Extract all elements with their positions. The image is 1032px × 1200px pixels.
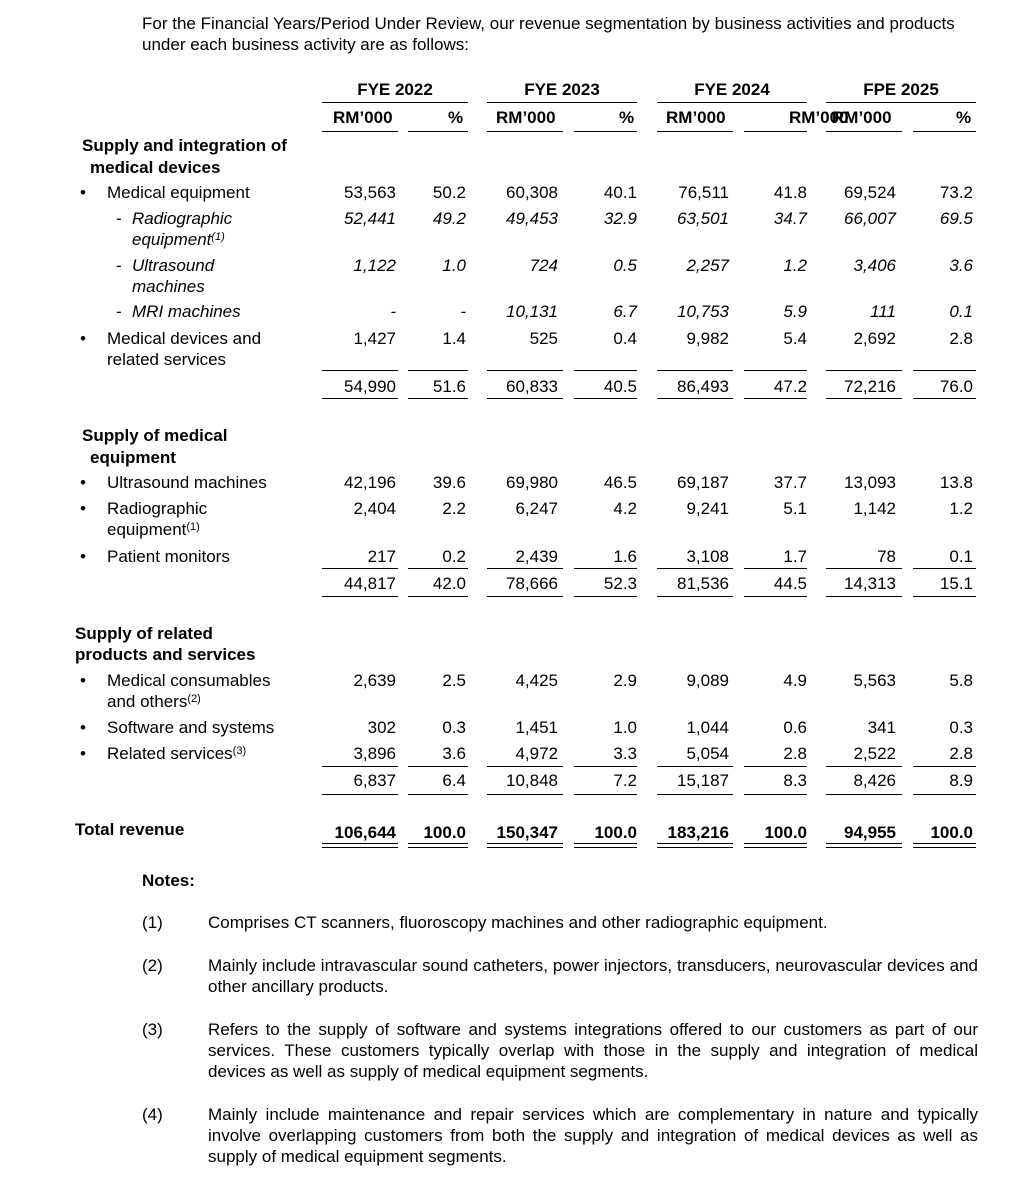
cell-fye2023-amount: 60,833	[506, 377, 558, 396]
cell-fye2024-amount: 183,216	[667, 823, 729, 842]
section-title: equipment	[90, 448, 176, 467]
subtotal-rule	[322, 568, 398, 569]
cell-fye2024-pct: 8.3	[783, 771, 807, 790]
row-label: equipment$^{(1)}$	[132, 230, 225, 249]
cell-fye2022-pct: -	[460, 302, 466, 321]
pct-header: %	[619, 108, 635, 127]
cell-fye2022-pct: 42.0	[432, 574, 466, 593]
cell-fye2022-pct: 3.6	[442, 744, 466, 763]
note-number: (3)	[142, 1020, 163, 1039]
cell-fpe2025-pct: 100.0	[930, 823, 973, 842]
cell-fye2024-pct: 2.8	[783, 744, 807, 763]
cell-fye2022-amount: 3,896	[353, 744, 396, 763]
cell-fye2023-amount: 2,439	[515, 547, 558, 566]
dash-icon: -	[116, 302, 122, 321]
section-title: Supply of medical	[82, 426, 228, 445]
footnote-ref: (2)	[187, 693, 201, 705]
footnote-ref: (1)	[211, 231, 225, 243]
header-rule	[826, 102, 976, 103]
total-rule	[744, 843, 807, 848]
subtotal-rule	[408, 794, 468, 795]
cell-fye2024-amount: 9,982	[686, 329, 729, 348]
cell-fpe2025-pct: 0.3	[949, 718, 973, 737]
subtotal-rule	[574, 568, 637, 569]
cell-fye2023-pct: 46.5	[603, 473, 637, 492]
bullet-icon: •	[80, 183, 86, 202]
cell-fye2023-pct: 40.1	[603, 183, 637, 202]
unit-header: RM’000	[832, 108, 892, 127]
total-rule	[913, 843, 976, 848]
subtotal-rule	[408, 370, 468, 371]
row-label: Medical equipment	[107, 183, 250, 202]
cell-fye2023-pct: 32.9	[603, 209, 637, 228]
footnote-ref: (3)	[232, 745, 247, 757]
cell-fpe2025-amount: 111	[870, 302, 896, 321]
cell-fye2023-amount: 1,451	[515, 718, 558, 737]
cell-fye2022-pct: 50.2	[432, 183, 466, 202]
cell-fye2022-amount: 1,122	[353, 256, 396, 275]
cell-fye2022-pct: 1.0	[442, 256, 466, 275]
subtotal-rule	[657, 370, 733, 371]
subtotal-rule	[657, 766, 733, 767]
total-rule	[487, 843, 563, 848]
subtotal-rule	[322, 398, 398, 399]
cell-fye2024-amount: 86,493	[677, 377, 729, 396]
cell-fye2022-amount: 52,441	[344, 209, 396, 228]
cell-fye2024-pct: 5.9	[783, 302, 807, 321]
note-text: Mainly include maintenance and repair services which are complementary in nature and typically involve overlapping customers from both the supply and integration of medical devices as well as supply of medical equipment segments.	[208, 1105, 978, 1166]
cell-fye2023-amount: 78,666	[506, 574, 558, 593]
unit-header: RM’000	[789, 108, 849, 127]
cell-fpe2025-pct: 3.6	[949, 256, 973, 275]
cell-fye2024-pct: 0.6	[783, 718, 807, 737]
bullet-icon: •	[80, 718, 86, 737]
row-label: Radiographic	[107, 499, 208, 518]
cell-fye2023-amount: 4,425	[515, 671, 558, 690]
row-label: Software and systems	[107, 718, 275, 737]
subtotal-rule	[487, 370, 563, 371]
subtotal-rule	[826, 766, 902, 767]
total-rule	[826, 843, 902, 848]
subtotal-rule	[322, 794, 398, 795]
cell-fye2024-pct: 5.4	[783, 329, 807, 348]
cell-fpe2025-amount: 2,692	[853, 329, 896, 348]
subtotal-rule	[574, 794, 637, 795]
cell-fpe2025-pct: 73.2	[939, 183, 973, 202]
cell-fye2022-amount: 2,404	[353, 499, 396, 518]
unit-header: RM’000	[666, 108, 726, 127]
cell-fye2022-pct: 51.6	[432, 377, 466, 396]
cell-fye2024-pct: 41.8	[773, 183, 807, 202]
subtotal-rule	[826, 568, 902, 569]
total-rule	[408, 843, 468, 848]
subtotal-rule	[322, 596, 398, 597]
bullet-icon: •	[80, 499, 86, 518]
unit-rule	[744, 131, 807, 132]
cell-fye2022-pct: 49.2	[432, 209, 466, 228]
cell-fye2023-amount: 6,247	[515, 499, 558, 518]
subtotal-rule	[408, 398, 468, 399]
total-rule	[574, 843, 637, 848]
cell-fpe2025-pct: 5.8	[949, 671, 973, 690]
cell-fye2022-amount: 2,639	[353, 671, 396, 690]
cell-fye2023-amount: 525	[529, 329, 558, 348]
cell-fye2022-amount: 42,196	[344, 473, 396, 492]
cell-fye2024-amount: 1,044	[686, 718, 729, 737]
bullet-icon: •	[80, 744, 86, 763]
subtotal-rule	[744, 766, 807, 767]
cell-fpe2025-pct: 0.1	[949, 547, 973, 566]
cell-fye2023-amount: 69,980	[506, 473, 558, 492]
cell-fye2022-amount: 106,644	[334, 823, 396, 842]
cell-fye2022-pct: 2.2	[442, 499, 466, 518]
note-text: Mainly include intravascular sound catheters, power injectors, transducers, neurovascular devices and other ancillary products.	[208, 956, 978, 996]
cell-fye2022-amount: 302	[367, 718, 396, 737]
subtotal-rule	[322, 370, 398, 371]
subtotal-rule	[744, 596, 807, 597]
subtotal-rule	[826, 596, 902, 597]
cell-fpe2025-amount: 13,093	[844, 473, 896, 492]
cell-fye2023-pct: 3.3	[613, 744, 637, 763]
note-number: (2)	[142, 956, 163, 975]
cell-fpe2025-amount: 341	[867, 718, 896, 737]
row-label: equipment$^{(1)}$	[107, 520, 200, 539]
row-label: Patient monitors	[107, 547, 230, 566]
subtotal-rule	[913, 794, 976, 795]
unit-rule	[913, 131, 976, 132]
cell-fye2024-pct: 1.2	[783, 256, 807, 275]
subtotal-rule	[744, 398, 807, 399]
cell-fpe2025-amount: 94,955	[844, 823, 896, 842]
cell-fye2024-amount: 10,753	[677, 302, 729, 321]
cell-fye2023-pct: 2.9	[613, 671, 637, 690]
cell-fye2024-amount: 9,241	[686, 499, 729, 518]
pct-header: %	[956, 108, 972, 127]
dash-icon: -	[116, 256, 122, 275]
cell-fpe2025-pct: 2.8	[949, 329, 973, 348]
subtotal-rule	[913, 568, 976, 569]
cell-fpe2025-pct: 76.0	[939, 377, 973, 396]
section-title: Supply of related	[75, 624, 213, 643]
cell-fye2023-amount: 150,347	[496, 823, 558, 842]
cell-fye2022-amount: -	[390, 302, 396, 321]
subtotal-rule	[487, 398, 563, 399]
cell-fye2023-pct: 52.3	[603, 574, 637, 593]
row-label: machines	[132, 277, 205, 296]
row-label: MRI machines	[132, 302, 241, 321]
subtotal-rule	[913, 766, 976, 767]
subtotal-rule	[574, 370, 637, 371]
cell-fye2022-amount: 1,427	[353, 329, 396, 348]
subtotal-rule	[913, 596, 976, 597]
cell-fpe2025-pct: 15.1	[939, 574, 973, 593]
cell-fye2022-amount: 53,563	[344, 183, 396, 202]
note-text: Comprises CT scanners, fluoroscopy machines and other radiographic equipment.	[208, 913, 828, 932]
cell-fpe2025-amount: 3,406	[853, 256, 896, 275]
unit-rule	[657, 131, 733, 132]
cell-fpe2025-amount: 14,313	[844, 574, 896, 593]
section-title: medical devices	[90, 158, 221, 177]
header-rule	[487, 102, 637, 103]
cell-fye2024-pct: 47.2	[773, 377, 807, 396]
cell-fye2024-amount: 3,108	[686, 547, 729, 566]
unit-header: RM’000	[496, 108, 556, 127]
intro-paragraph: For the Financial Years/Period Under Review, our revenue segmentation by business activities and products under each business activity are as follows:	[142, 14, 955, 54]
cell-fye2023-pct: 40.5	[603, 377, 637, 396]
cell-fye2024-pct: 5.1	[783, 499, 807, 518]
cell-fye2023-amount: 10,131	[506, 302, 558, 321]
cell-fpe2025-amount: 2,522	[853, 744, 896, 763]
subtotal-rule	[487, 568, 563, 569]
cell-fye2022-pct: 6.4	[442, 771, 466, 790]
unit-rule	[487, 131, 563, 132]
subtotal-rule	[487, 794, 563, 795]
note-number: (1)	[142, 913, 163, 932]
unit-header: RM’000	[333, 108, 393, 127]
subtotal-rule	[657, 568, 733, 569]
cell-fpe2025-amount: 69,524	[844, 183, 896, 202]
subtotal-rule	[744, 568, 807, 569]
header-rule	[657, 102, 807, 103]
cell-fye2023-amount: 4,972	[515, 744, 558, 763]
cell-fye2024-amount: 76,511	[678, 183, 729, 202]
total-rule	[657, 843, 733, 848]
period-header: FYE 2022	[357, 80, 433, 99]
cell-fye2022-pct: 39.6	[432, 473, 466, 492]
subtotal-rule	[826, 370, 902, 371]
cell-fpe2025-pct: 0.1	[949, 302, 973, 321]
cell-fpe2025-amount: 8,426	[853, 771, 896, 790]
cell-fye2024-amount: 2,257	[686, 256, 729, 275]
cell-fpe2025-pct: 2.8	[949, 744, 973, 763]
cell-fye2022-pct: 2.5	[442, 671, 466, 690]
bullet-icon: •	[80, 547, 86, 566]
row-label: Medical devices and	[107, 329, 262, 348]
unit-rule	[322, 131, 398, 132]
subtotal-rule	[487, 596, 563, 597]
subtotal-rule	[574, 766, 637, 767]
cell-fye2023-amount: 10,848	[506, 771, 558, 790]
row-label: related services	[107, 350, 227, 369]
cell-fye2023-pct: 0.4	[613, 329, 637, 348]
cell-fye2024-amount: 63,501	[677, 209, 729, 228]
subtotal-rule	[657, 398, 733, 399]
cell-fye2023-amount: 60,308	[506, 183, 558, 202]
cell-fpe2025-amount: 66,007	[844, 209, 896, 228]
cell-fye2022-amount: 217	[367, 547, 396, 566]
cell-fye2024-pct: 1.7	[783, 547, 807, 566]
cell-fpe2025-pct: 8.9	[949, 771, 973, 790]
row-label: Ultrasound	[132, 256, 215, 275]
row-label: Medical consumables	[107, 671, 271, 690]
cell-fye2023-pct: 7.2	[613, 771, 637, 790]
cell-fpe2025-amount: 5,563	[853, 671, 896, 690]
cell-fye2024-pct: 34.7	[773, 209, 807, 228]
cell-fye2024-pct: 4.9	[783, 671, 807, 690]
dash-icon: -	[116, 209, 122, 228]
subtotal-rule	[744, 794, 807, 795]
unit-rule	[408, 131, 468, 132]
cell-fye2024-amount: 9,089	[686, 671, 729, 690]
subtotal-rule	[913, 398, 976, 399]
bullet-icon: •	[80, 473, 86, 492]
cell-fpe2025-pct: 1.2	[949, 499, 973, 518]
cell-fye2022-pct: 0.3	[442, 718, 466, 737]
cell-fpe2025-pct: 69.5	[939, 209, 973, 228]
subtotal-rule	[574, 596, 637, 597]
cell-fpe2025-amount: 78	[877, 547, 896, 566]
cell-fpe2025-amount: 1,142	[853, 499, 896, 518]
footnote-ref: (1)	[186, 521, 200, 533]
subtotal-rule	[657, 596, 733, 597]
row-label: Radiographic	[132, 209, 233, 228]
cell-fye2022-amount: 6,837	[353, 771, 396, 790]
cell-fye2023-pct: 6.7	[613, 302, 637, 321]
cell-fye2023-pct: 1.0	[613, 718, 637, 737]
cell-fye2022-amount: 44,817	[344, 574, 396, 593]
subtotal-rule	[826, 794, 902, 795]
cell-fye2022-pct: 1.4	[442, 329, 466, 348]
subtotal-rule	[322, 766, 398, 767]
row-label: Ultrasound machines	[107, 473, 267, 492]
cell-fpe2025-pct: 13.8	[939, 473, 973, 492]
section-title: Supply and integration of	[82, 136, 287, 155]
cell-fye2023-amount: 724	[529, 256, 558, 275]
period-header: FYE 2023	[524, 80, 600, 99]
total-rule	[322, 843, 398, 848]
subtotal-rule	[408, 596, 468, 597]
cell-fye2022-amount: 54,990	[344, 377, 396, 396]
subtotal-rule	[913, 370, 976, 371]
unit-rule	[574, 131, 637, 132]
cell-fpe2025-amount: 72,216	[844, 377, 896, 396]
row-label: Related services$^{(3)}$	[107, 744, 247, 763]
period-header: FYE 2024	[694, 80, 770, 99]
cell-fye2024-amount: 69,187	[677, 473, 729, 492]
subtotal-rule	[408, 568, 468, 569]
cell-fye2024-amount: 5,054	[686, 744, 729, 763]
header-rule	[322, 102, 468, 103]
subtotal-rule	[826, 398, 902, 399]
subtotal-rule	[574, 398, 637, 399]
cell-fye2024-pct: 37.7	[773, 473, 807, 492]
row-label: and others$^{(2)}$	[107, 692, 201, 711]
section-title: products and services	[75, 645, 256, 664]
note-text: Refers to the supply of software and systems integrations offered to our customers as part of our services. These customers typically overlap with those in the supply and integration of medical devices as well as supply of medical equipment segments.	[208, 1020, 978, 1081]
cell-fye2023-pct: 4.2	[613, 499, 637, 518]
cell-fye2023-pct: 0.5	[613, 256, 637, 275]
bullet-icon: •	[80, 329, 86, 348]
cell-fye2022-pct: 100.0	[423, 823, 466, 842]
notes-title: Notes:	[142, 871, 195, 890]
cell-fye2024-amount: 81,536	[677, 574, 729, 593]
cell-fye2024-pct: 100.0	[764, 823, 807, 842]
unit-rule	[826, 131, 902, 132]
period-header: FPE 2025	[863, 80, 939, 99]
subtotal-rule	[487, 766, 563, 767]
bullet-icon: •	[80, 671, 86, 690]
cell-fye2023-pct: 1.6	[613, 547, 637, 566]
total-label: Total revenue	[75, 820, 185, 839]
subtotal-rule	[744, 370, 807, 371]
cell-fye2022-pct: 0.2	[442, 547, 466, 566]
cell-fye2024-amount: 15,187	[677, 771, 729, 790]
subtotal-rule	[408, 766, 468, 767]
cell-fye2023-pct: 100.0	[594, 823, 637, 842]
cell-fye2023-amount: 49,453	[506, 209, 558, 228]
pct-header: %	[448, 108, 464, 127]
note-number: (4)	[142, 1105, 163, 1124]
subtotal-rule	[657, 794, 733, 795]
cell-fye2024-pct: 44.5	[773, 574, 807, 593]
